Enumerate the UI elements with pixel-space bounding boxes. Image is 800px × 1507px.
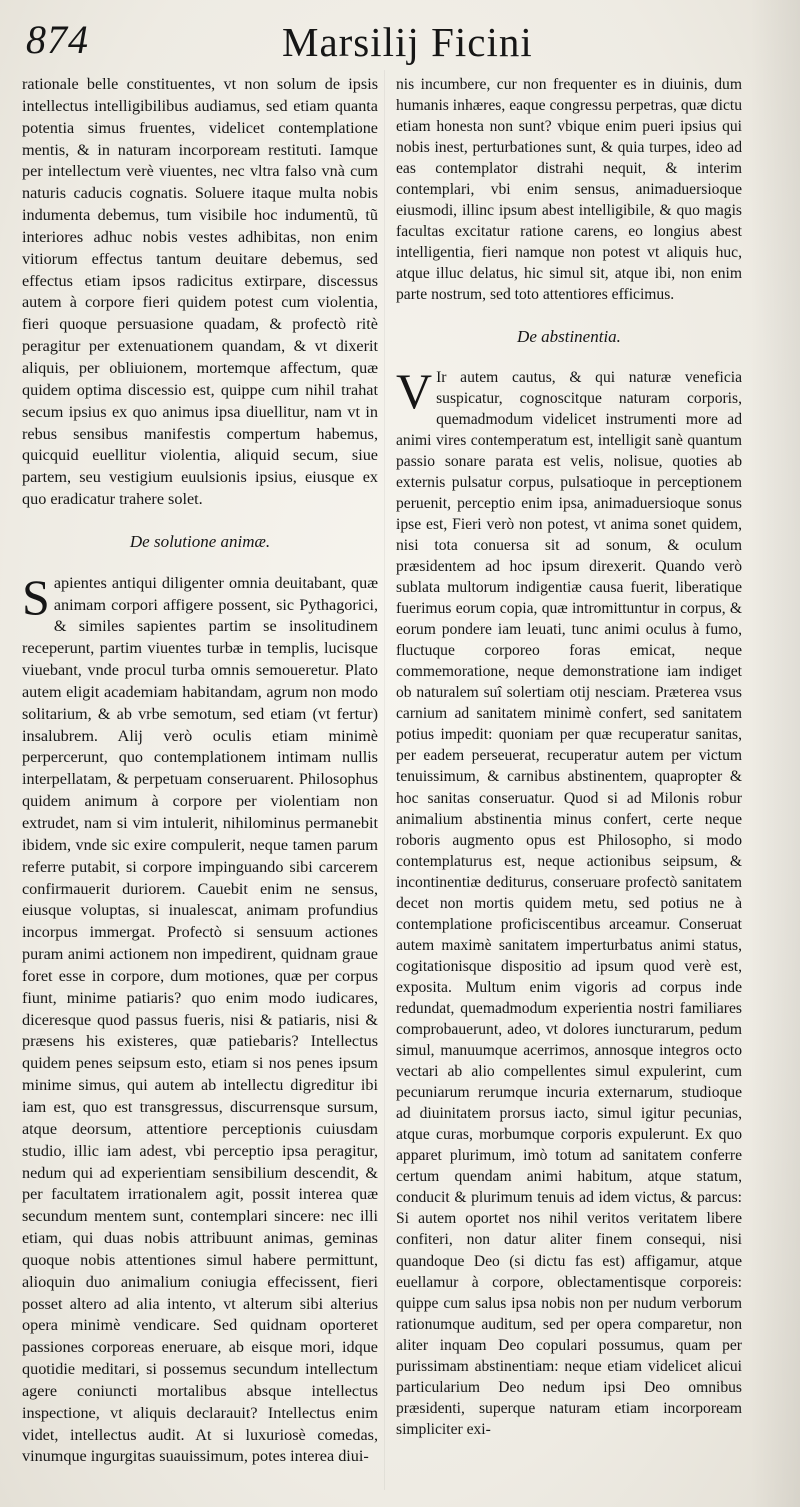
paragraph-body: Ir autem cautus, & qui naturæ veneficia suspicatur, cognoscitque naturam corporis, quemadmodum videlicet instrumenti more ad animi vires contemperatum est, intelligit sanè quantum passio sonare parata est velis, nolisue, quoties ab externis pulsatur corpus, pulsatioque in perceptionem peruenit, perceptio enim ipsa, animaduersioque sonus ipse est, Fieri verò non potest, vt anima sonet quidem, nisi tota conuersa sit ad sonum, & oculum præsidentem ad hoc ipsum direxerit. Quando verò sublata multorum indigentiæ causa fuerit, liberatique fuerimus eorum copia, quæ intromittuntur in corpus, & eorum pondere iam leuati, tunc animi oculus à fumo, fluctuque corporeo foras emicat, neque commemoratione, neque demonstratione iam indiget ob naturalem suî solertiam otij nesciam. Præterea vsus carnium ad sanitatem minimè confert, sed sanitatem potius impedit: quoniam per quæ recuperatur sanitas, per eadem perseuerat, recuperatur autem per victum tenuissimum, & carnibus abstinentem, quapropter & hoc sanitas conseruatur. Quod si ad Milonis robur animalium abstinentia minus confert, certe neque roboris augmento opus est Philosopho, si modo contemplaturus est, neque actionibus seipsum, & incontinentiæ dediturus, conseruare profectò sanitatem decet non mortis quidem metu, sed potius ne à contemplatione proficiscentibus arceamur. Conseruat autem maximè sanitatem imperturbatus animi status, cogitationisque dispositio ad ipsum quod verè est, exposita. Multum enim vigoris ad corpus inde redundat, quemadmodum experientia nostri familiares comprobauerunt, adeo, vt dolores iuncturarum, pedum simul, manuumque acerrimos, annosque integros octo vectari ab alio compellentes simul expulerint, cum pecuniarum rerumque incuria externarum, studioque ad diuinitatem prorsus iacto, simul igitur pecunias, atque curas, morbumque corporis expulerunt. Ex quo apparet plurimum, imò totum ad sanitatem conferre certum quendam animi habitum, atque statum, conducit & plurimum tenuis ad idem victus, & parcus: Si autem oportet nos nihil veritos veritatem libere confiteri, non datur aliter finem consequi, nisi quandoque Deo (si dictu fas est) affigamur, atque euellamur à corpore, oblectamentisque corporeis: quippe cum salus ipsa nobis non per nudum verborum rationumque auditum, sed per opera comparetur, non aliter inquam Deo copulari possumus, quam per purissimam abstinentiam: neque etiam videlicet alicui particularium Deo nedum ipsi Deo omnibus præsidenti, superque naturam etiam incorpoream simpliciter exi- (396, 368, 742, 1438)
section-heading-solutione: De solutione animæ. (129, 531, 271, 551)
paragraph-body: apientes antiqui diligenter omnia deuitabant, quæ animam corpori affigere possent, sic Pythagorici, & similes sapientes partim se insolitudinem receperunt, partim viuentes turbæ in templis, lucisque viuebant, vnde procul turba omnis semoueretur. Plato autem eligit academiam habitandam, agrum non modo solitarium, & ab vrbe semotum, sed etiam (vt fertur) insalubrem. Alij verò oculis etiam minimè perpercerunt, quo contemplationem intimam nullis interpellatam, & perpetuam conseruarent. Philosophus quidem animum à corpore per violentiam non extrudet, nam si vim intulerit, nihilominus permanebit ibidem, vnde sic exire compulerit, neque tamen parum referre putabit, si corpore impinguando sibi carcerem confirmauerit duriorem. Cauebit enim ne sensus, eiusque voluptas, si inualescat, animam profundius incorpus immergat. Profectò si sensuum actiones puram animi actionem non impedirent, quidnam graue foret esse in corpore, dum motiones, quæ per corpus fiunt, minime patiaris? quo enim modo iudicares, diceresque quod passus fueris, nisi & patiaris, nisi & præsens his existeres, quæ patiebaris? Intellectus quidem penes seipsum esto, etiam si nos penes ipsum minime simus, qui autem ab intellectu digreditur ibi iam est, quo est transgressus, discurrensque sursum, atque deorsum, attentiore perceptionis cuiusdam studio, illic iam adest, vbi perceptio ipsa peragitur, nedum qui ad experientiam sensibilium descendit, & per facultatem irrationalem agit, possit interea quæ secundum mentem sunt, contemplari sincere: nec illi etiam, qui duas nobis attribuunt animas, geminas quoque nobis attentiones simul habere permittunt, alioquin duo animalium coniugia effecissent, fieri posset altero ad alia intento, vt alterum sibi alterius opera minimè vendicare. Sed quidnam oporteret passiones corporeas eneruare, ab eisque mori, idque quotidie meditari, si possemus secundum intellectum agere coniuncti mortalibus absque intellectus inspectione, vt aliquis declarauit? Intellectus enim videt, intellectus audit. At si luxuriosè comedas, vinumque ingurgitas suauissimum, potes interea diui- (22, 573, 378, 1466)
paragraph-continuation-right: nis incumbere, cur non frequenter es in diuinis, dum humanis inhæres, eaque congressu perpetras, quæ dictu etiam honesta non sunt? vbique enim pueri ipsius qui nobis inest, perturbationes sunt, & quia turpes, ideo ad eas contemplator distrahi nequit, & interim contemplari, vbi enim sensus, animaduersioque eiusmodi, illinc ipsum abest intelligibile, & quo magis facultas excitatur ratione carens, eo longius abest intelligentia, fieri namque non potest vt aliquis huc, atque illuc delatus, hic simul sit, atque ibi, non enim parte nostrum, sed toto attentiores efficimus. (396, 76, 742, 304)
page-edge-shadow (750, 0, 800, 1507)
right-column (396, 74, 742, 1440)
left-column (22, 74, 378, 1468)
paragraph-vir-autem (396, 362, 742, 1440)
paragraph-continuation: rationale belle constituentes, vt non solum de ipsis intellectus intelligibilibus audiamus, sed etiam quanta potentia simus fruentes, videlicet contemplatione mentis, & in naturam incorpoream restituti. Iamque per intellectum verè viuentes, nec vltra falso vnà cum naturis caducis cognatis. Soluere itaque multa nobis indumenta debemus, tum visibile hoc indumentũ, tũ interiores adhuc nobis vestes adhibitas, non enim vitiorum effectus tantum deuitare debemus, sed effectus etiam ipsos radicitus extirpare, discessus autem à corpore fieri quidem potest cum violentia, fieri quoque persuasione quadam, & profectò ritè peragitur per extenuationem quandam, & vt dixerit aliquis, per obliuionem, mortemque affectum, quæ quidem optima discessio est, quippe cum nihil trahat secum ipsius ex quo animus ipsa diuellitur, nam vt in rebus sensibus manifestis compertum habemus, quicquid euellitur violentia, aliquid secum, siue partem, seu vestigium euulsionis ipsius, eiusque ex quo eradicatur trahere solet. (22, 75, 378, 509)
drop-cap-letter: S (22, 568, 50, 625)
page-number: 874 (26, 17, 89, 62)
running-head: Marsilij Ficini (282, 19, 533, 65)
paragraph-sapientes (22, 568, 378, 1469)
page-header (20, 12, 780, 70)
drop-cap-letter: V (396, 362, 433, 419)
section-heading-abstinentia: De abstinentia. (517, 326, 621, 346)
column-gutter (384, 70, 385, 1490)
